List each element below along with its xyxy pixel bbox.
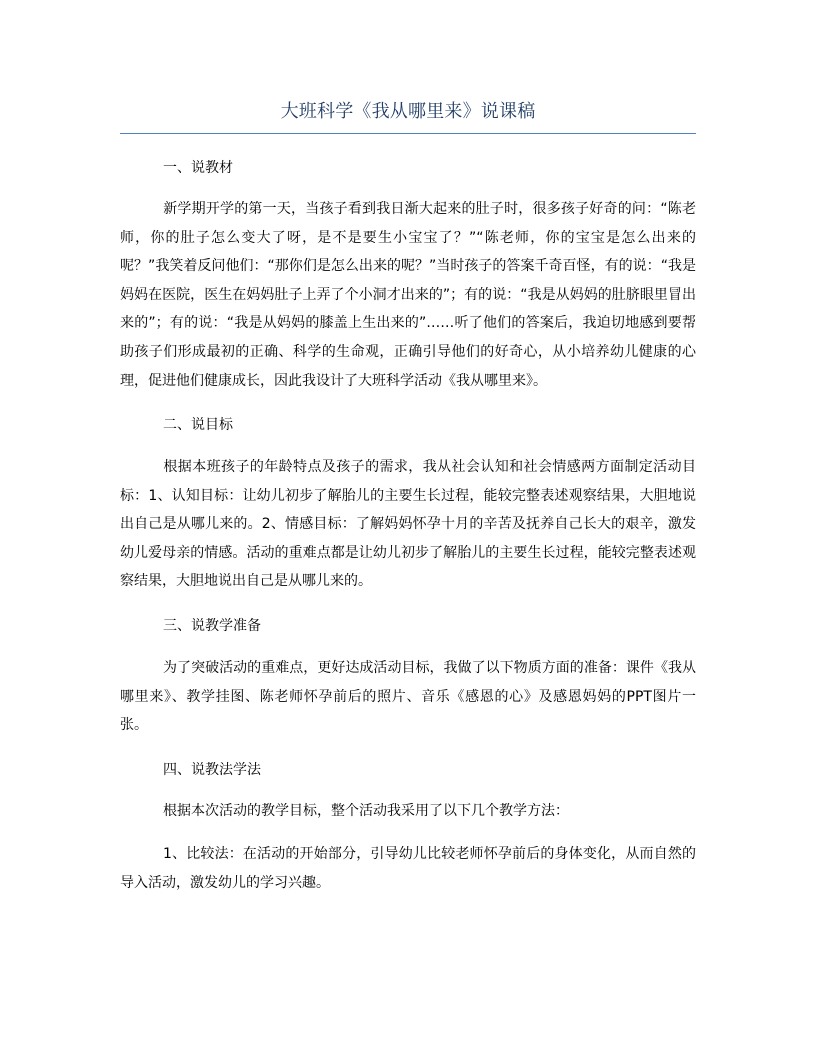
paragraph-methods-intro: 根据本次活动的教学目标，整个活动我采用了以下几个教学方法： bbox=[163, 803, 569, 819]
paragraph-objectives: 根据本班孩子的年龄特点及孩子的需求，我从社会认知和社会情感两方面制定活动目标：1、认知目标：让幼儿初步了解胎儿的主要生长过程，能较完整表述观察结果，大胆地说出自己是从哪儿来的。2、情感目标：了解妈妈怀孕十月的辛苦及抚养自己长大的艰辛，激发幼儿爱母亲的情感。活动的重难点都是让幼儿初步了解胎儿的主要生长过程，能较完整表述观察结果，大胆地说出自己是从哪儿来的。 bbox=[120, 459, 696, 590]
title-underline bbox=[120, 133, 696, 134]
section-heading-preparation: 三、说教学准备 bbox=[163, 618, 261, 634]
section-heading-objectives: 二、说目标 bbox=[163, 417, 233, 433]
document-title: 大班科学《我从哪里来》说课稿 bbox=[280, 101, 536, 122]
section-heading-teaching-material: 一、说教材 bbox=[163, 160, 233, 176]
paragraph-comparison-method: 1、比较法：在活动的开始部分，引导幼儿比较老师怀孕前后的身体变化，从而自然的导入活动，激发幼儿的学习兴趣。 bbox=[120, 846, 696, 891]
section-heading-methods: 四、说教法学法 bbox=[163, 762, 261, 778]
paragraph-preparation: 为了突破活动的重难点，更好达成活动目标，我做了以下物质方面的准备：课件《我从哪里来》、教学挂图、陈老师怀孕前后的照片、音乐《感恩的心》及感恩妈妈的PPT图片一张。 bbox=[120, 660, 696, 734]
paragraph-teaching-material: 新学期开学的第一天，当孩子看到我日渐大起来的肚子时，很多孩子好奇的问：“陈老师，你的肚子怎么变大了呀，是不是要生小宝宝了？”“陈老师，你的宝宝是怎么出来的呢？”我笑着反问他们：“那你们是怎么出来的呢？”当时孩子的答案千奇百怪，有的说：“我是妈妈在医院，医生在妈妈肚子上弄了个小洞才出来的”；有的说：“我是从妈妈的肚脐眼里冒出来的”；有的说：“我是从妈妈的膝盖上生出来的”……听了他们的答案后，我迫切地感到要帮助孩子们形成最初的正确、科学的生命观，正确引导他们的好奇心，从小培养幼儿健康的心理，促进他们健康成长，因此我设计了大班科学活动《我从哪里来》。 bbox=[120, 201, 696, 389]
